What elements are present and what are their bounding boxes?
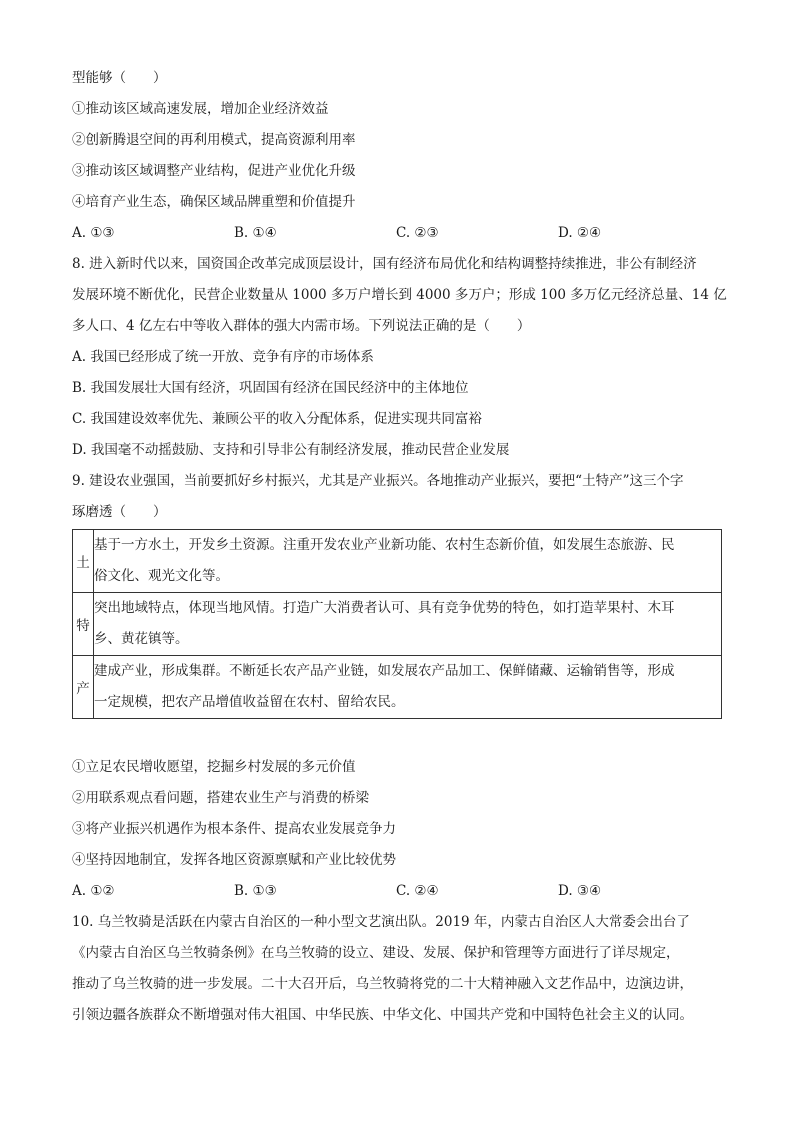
q7-item-2: ②创新腾退空间的再利用模式，提高资源利用率 [72, 132, 356, 148]
table-value-line: 一定规模，把农产品增值收益留在农村、留给农民。 [94, 694, 405, 710]
q10-stem-line-2: 《内蒙古自治区乌兰牧骑条例》在乌兰牧骑的设立、建设、发展、保护和管理等方面进行了详尽规定， [72, 945, 680, 961]
q9-item-2: ②用联系观点看问题，搭建农业生产与消费的桥梁 [72, 790, 369, 806]
q7-option-a: A. ①③ [72, 225, 115, 241]
q9-item-4: ④坚持因地制宜，发挥各地区资源禀赋和产业比较优势 [72, 852, 396, 868]
table-row [73, 530, 722, 593]
table-value-line: 俗文化、观光文化等。 [94, 568, 229, 584]
q7-stem-tail: 型能够（ ） [72, 70, 167, 86]
q10-stem-line-1: 10. 乌兰牧骑是活跃在内蒙古自治区的一种小型文艺演出队。2019 年，内蒙古自治区人大常委会出台了 [72, 914, 690, 930]
q9-option-a: A. ①② [72, 883, 115, 899]
q9-option-c: C. ②④ [396, 883, 439, 899]
q8-choice-d: D. 我国毫不动摇鼓励、支持和引导非公有制经济发展，推动民营企业发展 [72, 442, 510, 458]
table-value-cell [94, 530, 722, 593]
q8-stem-line-2: 发展环境不断优化，民营企业数量从 1000 多万户增长到 4000 多万户；形成 100 多万亿元经济总量、14 亿 [72, 287, 727, 303]
table-value-line: 基于一方水土，开发乡土资源。注重开发农业产业新功能、农村生态新价值，如发展生态旅游、民 [94, 537, 675, 553]
q8-stem-line-1: 8. 进入新时代以来，国资国企改革完成顶层设计，国有经济布局优化和结构调整持续推进，非公有制经济 [72, 256, 697, 272]
q10-stem-line-3: 推动了乌兰牧骑的进一步发展。二十大召开后，乌兰牧骑将党的二十大精神融入文艺作品中，边演边讲， [72, 976, 693, 992]
q8-choice-b: B. 我国发展壮大国有经济，巩固国有经济在国民经济中的主体地位 [72, 380, 469, 396]
q9-stem-line-1: 9. 建设农业强国，当前要抓好乡村振兴，尤其是产业振兴。各地推动产业振兴，要把“土特产”这三个字 [72, 473, 684, 489]
table-value-line: 建成产业，形成集群。不断延长农产品产业链，如发展农产品加工、保鲜储藏、运输销售等，形成 [94, 663, 675, 679]
q7-option-d: D. ②④ [558, 225, 602, 241]
q9-material-table [72, 529, 722, 719]
table-key-cell: 土 [73, 530, 94, 593]
q9-item-3: ③将产业振兴机遇作为根本条件、提高农业发展竞争力 [72, 821, 396, 837]
q7-option-b: B. ①④ [234, 225, 277, 241]
q9-option-d: D. ③④ [558, 883, 602, 899]
q8-stem-line-3: 多人口、4 亿左右中等收入群体的强大内需市场。下列说法正确的是（ ） [72, 318, 531, 334]
table-value-line: 乡、黄花镇等。 [94, 631, 189, 647]
q7-options [72, 223, 732, 243]
table-key-cell: 产 [73, 656, 94, 719]
q9-option-b: B. ①③ [234, 883, 277, 899]
table-row [73, 593, 722, 656]
q7-item-3: ③推动该区域调整产业结构，促进产业优化升级 [72, 163, 356, 179]
q7-item-1: ①推动该区域高速发展，增加企业经济效益 [72, 101, 329, 117]
q7-option-c: C. ②③ [396, 225, 439, 241]
q9-item-1: ①立足农民增收愿望，挖掘乡村发展的多元价值 [72, 759, 356, 775]
table-value-line: 突出地域特点，体现当地风情。打造广大消费者认可、具有竞争优势的特色，如打造苹果村、木耳 [94, 600, 675, 616]
q9-options [72, 881, 732, 901]
table-key-cell: 特 [73, 593, 94, 656]
table-value-cell [94, 593, 722, 656]
q8-choice-a: A. 我国已经形成了统一开放、竞争有序的市场体系 [72, 349, 374, 365]
table-value-cell [94, 656, 722, 719]
q9-stem-line-2: 琢磨透（ ） [72, 504, 167, 520]
q7-item-4: ④培育产业生态，确保区域品牌重塑和价值提升 [72, 194, 356, 210]
table-row [73, 656, 722, 719]
q10-stem-line-4: 引领边疆各族群众不断增强对伟大祖国、中华民族、中华文化、中国共产党和中国特色社会主义的认同。 [72, 1007, 693, 1023]
q8-choice-c: C. 我国建设效率优先、兼顾公平的收入分配体系，促进实现共同富裕 [72, 411, 482, 427]
